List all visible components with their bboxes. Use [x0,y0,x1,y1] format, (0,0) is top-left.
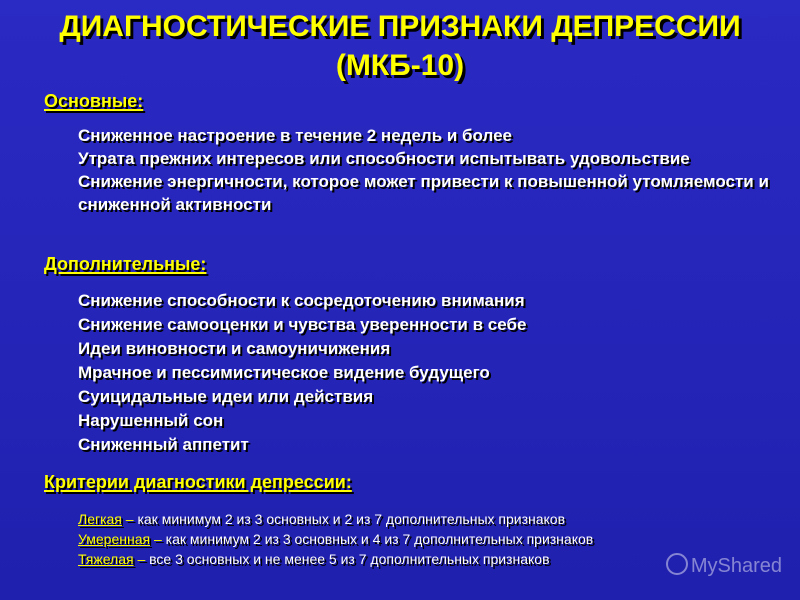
main-sign-item: Утрата прежних интересов или способности испытывать удовольствие [78,149,690,168]
main-signs-list [78,124,778,216]
watermark-text: MyShared [690,555,782,577]
slide-title: ДИАГНОСТИЧЕСКИЕ ПРИЗНАКИ ДЕПРЕССИИ [59,10,741,43]
severity-label: Умеренная [78,531,151,547]
criteria-item-moderate [78,529,778,549]
additional-signs-list [78,289,778,457]
main-sign-item: Снижение энергичности, которое может привести к повышенной утомляемости и сниженной активности [78,172,769,214]
additional-sign-item: Снижение способности к сосредоточению внимания [78,291,525,310]
additional-sign-item: Идеи виновности и самоуничижения [78,339,391,358]
additional-signs-heading: Дополнительные: [44,254,207,274]
additional-sign-item: Снижение самооценки и чувства уверенности в себе [78,315,527,334]
criteria-text: как минимум 2 из 3 основных и 2 из 7 дополнительных признаков [133,511,566,527]
main-signs-heading: Основные: [44,91,144,111]
severity-dash: – [137,551,146,567]
additional-sign-item: Мрачное и пессимистическое видение будущего [78,363,490,382]
severity-label: Тяжелая [78,551,134,567]
severity-dash: – [125,511,134,527]
severity-label: Легкая [78,511,122,527]
criteria-text: все 3 основных и не менее 5 из 7 дополнительных признаков [145,551,550,567]
additional-sign-item: Нарушенный сон [78,411,224,430]
main-sign-item: Сниженное настроение в течение 2 недель и более [78,126,512,145]
criteria-text: как минимум 2 из 3 основных и 4 из 7 дополнительных признаков [161,531,594,547]
watermark [666,553,782,578]
slide-subtitle: (МКБ-10) [335,49,465,82]
severity-dash: – [153,531,162,547]
additional-sign-item: Суицидальные идеи или действия [78,387,374,406]
criteria-heading: Критерии диагностики депрессии: [44,472,352,492]
criteria-item-mild [78,509,778,529]
watermark-logo-icon [666,553,688,575]
additional-sign-item: Сниженный аппетит [78,435,249,454]
